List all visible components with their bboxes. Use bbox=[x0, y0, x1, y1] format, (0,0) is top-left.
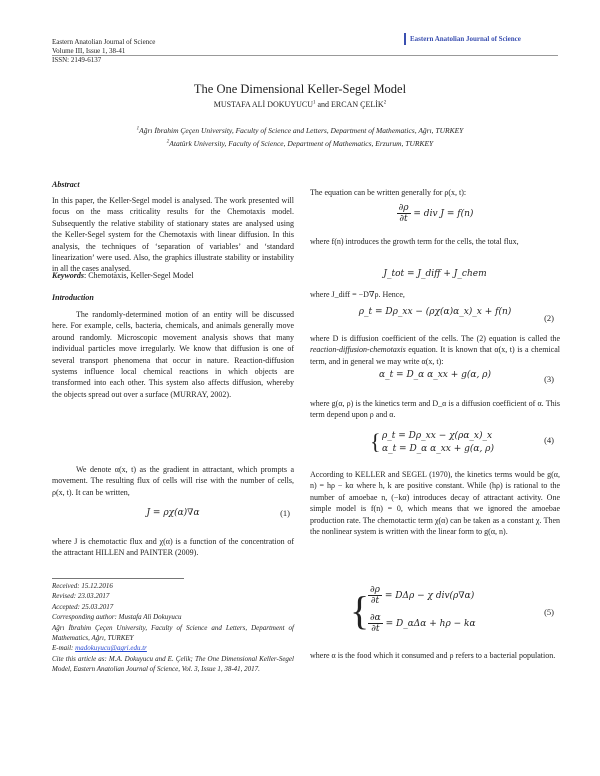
equation-5-line-2 bbox=[368, 613, 476, 634]
affiliation-2 bbox=[0, 139, 600, 148]
equation-a-fraction bbox=[397, 203, 411, 224]
citation: Cite this article as: M.A. Dokuyucu and E. Çelik; The One Dimensional Keller-Segel Model, Eastern Anatolian Journal of Science, Vol. 3, Issue 1, 38-41, 2017. bbox=[52, 654, 294, 674]
email-line bbox=[52, 643, 294, 653]
affiliation-1-sup: 1 bbox=[136, 126, 140, 132]
abstract-text: In this paper, the Keller-Segel model is analysed. The work presented will focus on the mass criticality results for the Chemotaxis model. Subsequently the relative stability of stationary states are analysed using the Keller-Segel system for the Chemotaxis with linear diffusion. In this analysis, the techniques of ‘separation of variables’ and ‘standard linearization’ were used. Also, the graphics illustrate stability or instability in all the cases analysed. bbox=[52, 196, 294, 274]
introduction-heading: Introduction bbox=[52, 293, 94, 302]
footnotes bbox=[52, 581, 294, 675]
equation-5-brace: { bbox=[350, 588, 370, 633]
equation-a-numerator: ∂ρ bbox=[398, 203, 409, 213]
equation-1 bbox=[52, 508, 294, 522]
equation-3-body: α_t = D_α α_xx + g(α, ρ) bbox=[379, 370, 491, 380]
journal-volume: Volume III, Issue 1, 38-41 bbox=[52, 47, 126, 55]
author-2-sup: 2 bbox=[383, 100, 387, 106]
equation-2-number: (2) bbox=[544, 313, 554, 323]
author-and: and bbox=[315, 100, 332, 109]
equation-4 bbox=[310, 429, 560, 459]
equation-4-brace: { bbox=[370, 429, 381, 454]
author-1: MUSTAFA ALİ DOKUYUCU bbox=[213, 100, 313, 109]
abstract-heading: Abstract bbox=[52, 180, 80, 189]
equation-3 bbox=[310, 370, 560, 384]
affiliation-2-text: Atatürk University, Faculty of Science, Department of Mathematics, Erzurum, TURKEY bbox=[169, 139, 434, 148]
equation-a-rhs: = div J = f(n) bbox=[413, 209, 474, 219]
author-institution: Ağrı İbrahim Çeçen University, Faculty of Science and Letters, Department of Mathematics, Ağrı, TURKEY bbox=[52, 623, 294, 643]
affiliation-1-text: Ağrı İbrahim Çeçen University, Faculty of Science and Letters, Department of Mathematics, Ağrı, TURKEY bbox=[139, 126, 464, 135]
equation-5-line-2-denominator: ∂t bbox=[371, 624, 380, 634]
right-paragraph-2: where f(n) introduces the growth term for the cells, the total flux, bbox=[310, 237, 519, 246]
journal-header bbox=[52, 38, 155, 65]
equation-5-line-2-fraction bbox=[368, 613, 383, 634]
keywords-text: : Chemotaxis, Keller-Segel Model bbox=[84, 271, 194, 280]
affiliation-2-sup: 2 bbox=[166, 139, 170, 145]
right-paragraph-4 bbox=[310, 333, 560, 367]
revised-date: Revised: 23.03.2017 bbox=[52, 592, 110, 601]
author-2: ERCAN ÇELİK bbox=[331, 100, 384, 109]
keywords bbox=[52, 270, 294, 281]
accepted-date: Accepted: 25.03.2017 bbox=[52, 602, 114, 611]
equation-5-line-2-numerator: ∂α bbox=[370, 613, 381, 623]
received-date: Received: 15.12.2016 bbox=[52, 582, 113, 590]
intro-paragraph-2: We denote α(x, t) as the gradient in attractant, which prompts a movement. The resulting flux of cells will rise with the number of cells, ρ(x, t). It can be written, bbox=[52, 465, 294, 497]
equation-5-line-1-rhs: = DΔρ − χ div(ρ∇α) bbox=[384, 591, 475, 601]
equation-4-number: (4) bbox=[544, 435, 554, 445]
right-paragraph-6: According to KELLER and SEGEL (1970), the kinetics terms would be g(α, n) = hρ − kα where h, k are positive constant. While (hρ) is rational to the number of amoebae n, (−kα) introduces decay of attractant activity. One simple model is f(n) = 0, which means that we ignored the amoebae production rate. The chemotactic term χ(α) can be taken as a constant χ. Then the nonlinear system is written with the linear form to g(α, n). bbox=[310, 470, 560, 537]
paper-title: The One Dimensional Keller-Segel Model bbox=[193, 82, 407, 96]
equation-5-line-1-denominator: ∂t bbox=[370, 596, 380, 606]
journal-issn: ISSN: 2149-6137 bbox=[52, 56, 102, 64]
equation-5-number: (5) bbox=[544, 607, 554, 617]
keywords-label: Keywords bbox=[52, 271, 84, 280]
right-paragraph-4-italic: reaction-diffusion-chemotaxis bbox=[310, 345, 406, 355]
equation-5-line-1-fraction bbox=[368, 585, 382, 606]
right-paragraph-4a: where D is diffusion coefficient of the cells. The (2) equation is called the bbox=[310, 334, 560, 343]
email-label: E-mail: bbox=[52, 644, 76, 653]
equation-a-denominator: ∂t bbox=[399, 214, 408, 224]
right-paragraph-5: where g(α, ρ) is the kinetics term and D_α is a diffusion coefficient of α. This term depend upon ρ and α. bbox=[310, 399, 560, 420]
header-divider bbox=[52, 55, 558, 56]
right-paragraph-3: where J_diff = −D∇ρ. Hence, bbox=[310, 290, 405, 299]
author-list bbox=[0, 100, 600, 109]
equation-2 bbox=[310, 307, 560, 321]
footnote-rule bbox=[52, 578, 184, 579]
email-link[interactable]: madokuyucu@agri.edu.tr bbox=[75, 644, 147, 653]
affiliation-1 bbox=[0, 126, 600, 135]
equation-5-line-2-rhs: = D_αΔα + hρ − kα bbox=[385, 619, 476, 629]
equation-2-body: ρ_t = Dρ_xx − (ρχ(α)α_x)_x + f(n) bbox=[358, 307, 512, 317]
equation-1-number: (1) bbox=[280, 508, 290, 518]
equation-4-line-2: α_t = D_α α_xx + g(α, ρ) bbox=[382, 444, 494, 454]
intro-paragraph-3: where J is chemotactic flux and χ(α) is a function of the concentration of the attractant HILLEN and PAINTER (2009). bbox=[52, 537, 294, 558]
journal-banner: Eastern Anatolian Journal of Science bbox=[404, 33, 558, 45]
equation-5 bbox=[310, 585, 560, 641]
equation-4-line-1: ρ_t = Dρ_xx − χ(ρα_x)_x bbox=[382, 431, 493, 441]
right-paragraph-1: The equation can be written generally for ρ(x, t): bbox=[310, 188, 467, 197]
right-paragraph-7: where α is the food which it consumed and ρ refers to a bacterial population. bbox=[310, 651, 556, 660]
intro-paragraph-1: The randomly-determined motion of an entity will be discussed here. For example, cells, bacteria, chemicals, and animals generally move around randomly. Microscopic movement analysis shows that many individual particles move irregularly. We know that diffusion is one of several transport phenomena that occur in nature. Reaction-diffusion systems influence local chemical reactions in which objects are transformed into each other. This system also affects diffusion, whereby the objects spread out over a surface (MURRAY, 2002). bbox=[52, 310, 294, 399]
journal-name: Eastern Anatolian Journal of Science bbox=[52, 38, 156, 46]
equation-a bbox=[310, 203, 560, 229]
equation-5-line-1 bbox=[368, 585, 474, 606]
corresponding-author: Corresponding author: Mustafa Ali Dokuyucu bbox=[52, 613, 182, 622]
equation-1-body: J = ρχ(α)∇α bbox=[146, 508, 200, 518]
equation-b: J_tot = J_diff + J_chem bbox=[383, 269, 487, 279]
equation-5-line-1-numerator: ∂ρ bbox=[370, 585, 380, 595]
equation-3-number: (3) bbox=[544, 374, 554, 384]
right-paragraph-4c: equation. It is known that α(x, t) is a chemical term, and in general we may write α(x, t): bbox=[310, 345, 561, 366]
author-1-sup: 1 bbox=[312, 100, 316, 106]
